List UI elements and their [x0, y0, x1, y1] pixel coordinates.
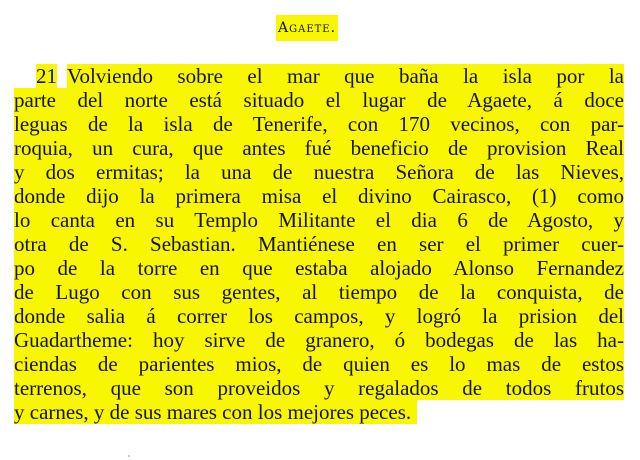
text-line-1-content: Volviendo sobre el mar que baña la isla por la	[67, 64, 624, 88]
text-line-5: y dos ermitas; la una de nuestra Señora de las Nieves,	[14, 160, 624, 184]
text-line-7: lo canta en su Templo Militante el dia 6 de Agosto, y	[14, 208, 624, 232]
text-line-4: roquia, un cura, que antes fué beneficio de provision Real	[14, 136, 624, 160]
paragraph-number: 21	[36, 64, 57, 88]
text-line-3: leguas de la isla de Tenerife, con 170 vecinos, con par-	[14, 112, 624, 136]
text-line-10: de Lugo con sus gentes, al tiempo de la conquista, de	[14, 280, 624, 304]
text-line-1	[14, 64, 624, 88]
text-line-11: donde salia á correr los campos, y logró la prision del	[14, 304, 624, 328]
text-line-8: otra de S. Sebastian. Mantiénese en ser el primer cuer-	[14, 232, 624, 256]
text-line-13: ciendas de parientes mios, de quien es lo mas de estos	[14, 352, 624, 376]
text-line-2: parte del norte está situado el lugar de Agaete, á doce	[14, 88, 624, 112]
section-heading: Agaete.	[276, 15, 338, 41]
text-line-6: donde dijo la primera misa el divino Cairasco, (1) como	[14, 184, 624, 208]
scan-speck	[128, 455, 130, 457]
text-line-14: terrenos, que son proveidos y regalados de todos frutos	[14, 376, 624, 400]
text-line-12: Guadartheme: hoy sirve de granero, ó bodegas de las ha-	[14, 328, 624, 352]
text-line-15: y carnes, y de sus mares con los mejores peces.	[14, 400, 417, 424]
text-line-9: po de la torre en que estaba alojado Alonso Fernandez	[14, 256, 624, 280]
